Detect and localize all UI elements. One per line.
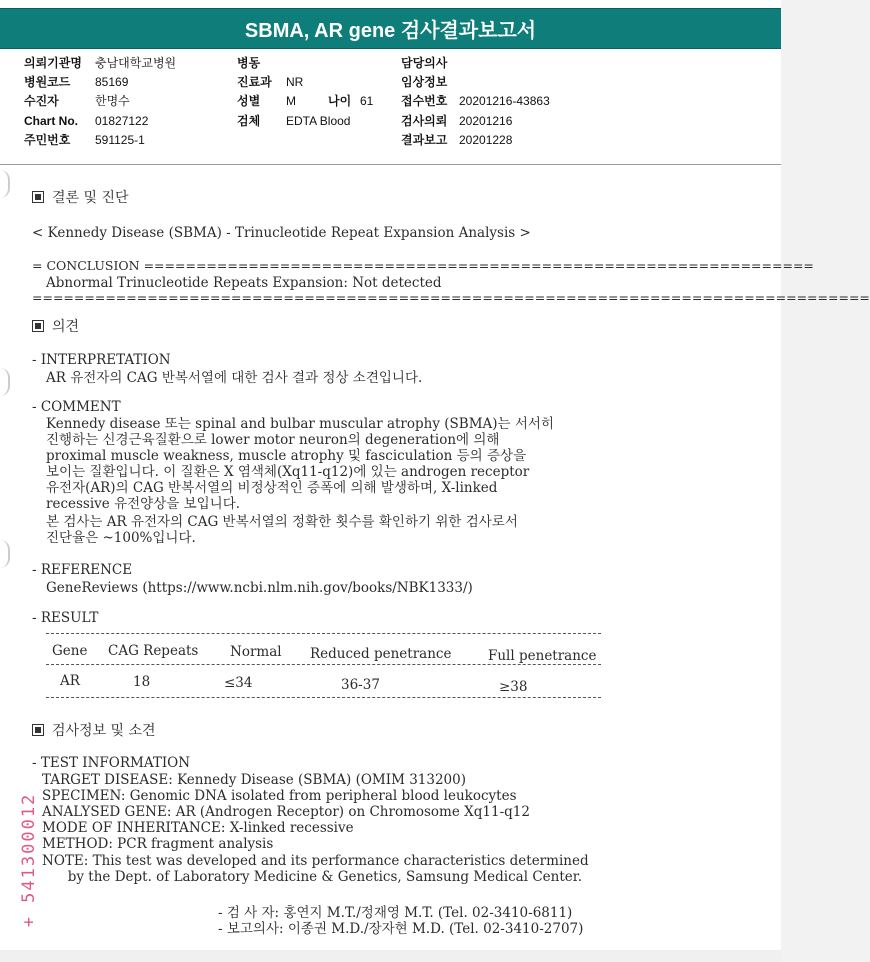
specimen-stamp: [14, 790, 39, 950]
comment-line: 진단율은 ~100%입니다.: [46, 530, 196, 546]
test-info-line: by the Dept. of Laboratory Medicine & Genetics, Samsung Medical Center.: [42, 869, 583, 885]
doctor-label: 담당의사: [401, 56, 448, 70]
comment-line: 진행하는 신경근육질환으로 lower motor neuron의 degeneration에 의해: [46, 432, 500, 448]
result-header-gene: Gene: [52, 643, 88, 659]
clinical-info-label: 임상정보: [401, 75, 448, 89]
hospital-value: 충남대학교병원: [95, 56, 177, 70]
age-label: 나이: [328, 94, 352, 108]
test-info-line: SPECIMEN: Genomic DNA isolated from peripheral blood leukocytes: [42, 788, 517, 804]
patient-value: 한명수: [95, 94, 130, 108]
table-rule-bottom: [46, 697, 601, 698]
test-info-line: ANALYSED GENE: AR (Androgen Receptor) on Chromosome Xq11-q12: [42, 804, 530, 820]
specimen-value: EDTA Blood: [286, 114, 351, 128]
test-info-line: MODE OF INHERITANCE: X-linked recessive: [42, 820, 354, 836]
result-label: - RESULT: [32, 610, 99, 626]
result-normal: ≤34: [224, 675, 253, 691]
test-info-label: - TEST INFORMATION: [32, 755, 191, 771]
accession-label: 접수번호: [401, 94, 448, 108]
square-bullet-icon: [32, 191, 44, 203]
chart-no-label: Chart No.: [24, 114, 78, 128]
request-date-value: 20201216: [459, 114, 513, 128]
request-date-label: 검사의뢰: [401, 114, 448, 128]
square-bullet-icon: [32, 724, 44, 736]
square-bullet-icon: [32, 320, 44, 332]
result-header-reduced: Reduced penetrance: [310, 646, 452, 662]
department-value: NR: [286, 75, 304, 89]
report-date-value: 20201228: [459, 133, 513, 147]
conclusion-label: = CONCLUSION ================================================================: [32, 258, 814, 273]
comment-line: 본 검사는 AR 유전자의 CAG 반복서열의 정확한 횟수를 확인하기 위한 검사로서: [46, 514, 518, 530]
hospital-label: 의뢰기관명: [24, 56, 82, 70]
hospital-code-label: 병원코드: [24, 75, 71, 89]
comment-line: 보이는 질환입니다. 이 질환은 X 염색체(Xq11-q12)에 있는 androgen receptor: [46, 464, 530, 480]
age-value: 61: [360, 94, 374, 108]
result-header-normal: Normal: [230, 644, 282, 660]
test-info-line: TARGET DISEASE: Kennedy Disease (SBMA) (OMIM 313200): [42, 772, 467, 788]
accession-value: 20201216-43863: [459, 94, 550, 108]
chart-no-value: 01827122: [95, 114, 149, 128]
result-cag-repeats: 18: [133, 674, 151, 690]
table-rule-top: [46, 633, 601, 634]
result-gene: AR: [60, 673, 80, 689]
reference-label: - REFERENCE: [32, 562, 133, 578]
department-label: 진료과: [237, 75, 272, 89]
interpretation-text: AR 유전자의 CAG 반복서열에 대한 검사 결과 정상 소견입니다.: [46, 370, 423, 386]
conclusion-rule: ================================================================================: [32, 290, 870, 305]
section-conclusion-heading: 결론 및 진단: [32, 190, 129, 206]
reference-text: GeneReviews (https://www.ncbi.nlm.nih.gov/books/NBK1333/): [46, 580, 473, 596]
analysis-title: < Kennedy Disease (SBMA) - Trinucleotide Repeat Expansion Analysis >: [32, 225, 531, 241]
stamp-number: + 541300012: [19, 792, 39, 928]
interpretation-label: - INTERPRETATION: [32, 352, 171, 368]
footer-strip: [0, 950, 781, 962]
reporting-doctor-signature: - 보고의사: 이종권 M.D./장자현 M.D. (Tel. 02-3410-2707): [218, 921, 584, 937]
section-testinfo-heading: 검사정보 및 소견: [32, 723, 156, 739]
report-date-label: 결과보고: [401, 133, 448, 147]
section-opinion-heading: 의견: [32, 319, 79, 335]
comment-line: 유전자(AR)의 CAG 반복서열의 비정상적인 증폭에 의해 발생하며, X-linked: [46, 480, 498, 496]
resident-no-value: 591125-1: [95, 133, 145, 147]
comment-line: recessive 유전양상을 보입니다.: [46, 496, 241, 512]
specimen-label: 검체: [237, 114, 261, 128]
test-info-line: METHOD: PCR fragment analysis: [42, 836, 274, 852]
sex-value: M: [286, 94, 296, 108]
result-header-cag: CAG Repeats: [108, 643, 199, 659]
hospital-code-value: 85169: [95, 75, 129, 89]
test-info-line: NOTE: This test was developed and its performance characteristics determined: [42, 853, 589, 869]
sex-label: 성별: [237, 94, 261, 108]
ward-label: 병동: [237, 56, 261, 70]
patient-label: 수진자: [24, 94, 59, 108]
patient-header: [0, 52, 781, 165]
comment-label: - COMMENT: [32, 399, 121, 415]
result-reduced: 36-37: [341, 677, 380, 693]
comment-line: proximal muscle weakness, muscle atrophy 및 fasciculation 등의 증상을: [46, 448, 527, 464]
conclusion-text: Abnormal Trinucleotide Repeats Expansion: Not detected: [46, 275, 442, 291]
scanned-report: [6, 170, 870, 950]
comment-line: Kennedy disease 또는 spinal and bulbar muscular atrophy (SBMA)는 서서히: [46, 416, 554, 432]
result-header-full: Full penetrance: [488, 648, 597, 664]
table-rule-mid: [46, 664, 601, 665]
report-title: SBMA, AR gene 검사결과보고서: [0, 8, 781, 49]
examiner-signature: - 검 사 자: 홍연지 M.T./정재영 M.T. (Tel. 02-3410-6811): [218, 905, 573, 921]
resident-no-label: 주민번호: [24, 133, 71, 147]
result-full: ≥38: [499, 679, 528, 695]
